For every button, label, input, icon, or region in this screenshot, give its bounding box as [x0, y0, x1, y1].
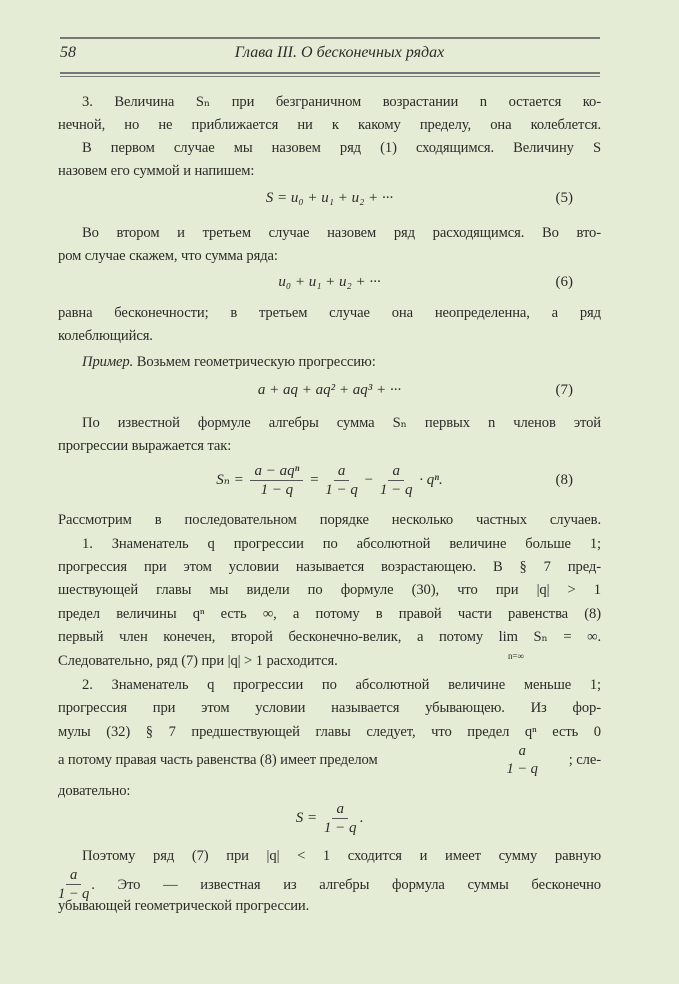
text-line: убывающей геометрической прогрессии. [58, 898, 310, 914]
numerator: a [66, 866, 81, 885]
text-line: По известной формуле алгебры сумма Sₙ первых n членов этой [82, 415, 601, 431]
numerator: a [388, 462, 404, 481]
fraction [250, 462, 303, 499]
text-line: довательно: [58, 783, 131, 799]
denominator: 1 − q [323, 820, 357, 836]
header-bottom-rule-2 [60, 76, 600, 77]
limit-subscript: n=∞ [508, 651, 524, 661]
equals-sign: = [310, 471, 319, 488]
equation-number: (7) [555, 382, 573, 398]
numerator: a [334, 462, 350, 481]
minus-sign: − [364, 471, 374, 488]
tail: · qⁿ. [419, 471, 443, 488]
text-line: Поэтому ряд (7) при |q| < 1 сходится и имеет сумму равную [82, 848, 601, 864]
text-line: нечной, но не приближается ни к какому пределу, она колеблется. [58, 117, 601, 133]
equation-body: a + aq + aq² + aq³ + ··· [257, 382, 402, 398]
text-line: прогрессия при этом условии называется возрастающею. В § 7 пред- [58, 559, 601, 575]
text-line: 3. Величина Sₙ при безграничном возрастании n остается ко- [82, 94, 601, 110]
example-label: Пример. [82, 354, 134, 370]
header-top-rule [60, 37, 600, 39]
page-number: 58 [60, 44, 76, 61]
text-line: 2. Знаменатель q прогрессии по абсолютной величине меньше 1; [82, 677, 601, 693]
text: . Это — известная из алгебры формула суммы бесконечно [91, 876, 601, 893]
numerator: a − aqⁿ [250, 462, 303, 481]
text-line: Следовательно, ряд (7) при |q| > 1 расходится. [58, 653, 338, 669]
equation-sum [58, 800, 601, 846]
text-line: первый член конечен, второй бесконечно-велик, а потому lim Sₙ = ∞. [58, 629, 601, 645]
denominator: 1 − q [506, 761, 538, 777]
equation-body: S = u₀ + u₁ + u₂ + ··· [265, 190, 394, 206]
lhs: S = [295, 809, 318, 826]
tail: . [359, 809, 364, 826]
text: а потому правая часть равенства (8) имеет пределом [58, 752, 378, 768]
text-line: В первом случае мы назовем ряд (1) сходящимся. Величину S [82, 140, 601, 156]
text-line: прогрессия при этом условии называется убывающею. Из фор- [58, 700, 601, 716]
running-title: Глава III. О бесконечных рядах [234, 44, 445, 61]
fraction [507, 742, 538, 778]
fraction [325, 462, 358, 499]
fraction [324, 800, 357, 837]
lhs: Sₙ = [216, 471, 244, 488]
text: ; сле- [568, 752, 601, 768]
text-line: предел величины qⁿ есть ∞, а потому в правой части равенства (8) [58, 606, 601, 622]
text-line: 1. Знаменатель q прогрессии по абсолютной величине больше 1; [82, 536, 601, 552]
equation-5 [58, 182, 601, 218]
text-line [58, 352, 601, 372]
equation-body: u₀ + u₁ + u₂ + ··· [278, 274, 381, 290]
equation-number: (5) [555, 190, 573, 206]
text-line: шествующей главы мы видели по формуле (30), что при |q| > 1 [58, 582, 601, 598]
denominator: 1 − q [325, 482, 358, 498]
numerator: a [518, 743, 526, 759]
text-line: ром случае скажем, что сумма ряда: [58, 248, 278, 264]
equation-7 [58, 374, 601, 410]
equation-8 [58, 460, 601, 504]
equation-number: (8) [555, 472, 573, 488]
text-line: Рассмотрим в последовательном порядке несколько частных случаев. [58, 512, 601, 528]
denominator: 1 − q [58, 886, 90, 902]
equation-number: (6) [555, 274, 573, 290]
text-line: Во втором и третьем случае назовем ряд расходящимся. Во вто- [82, 225, 601, 241]
text-line: колеблющийся. [58, 328, 153, 344]
text-line: назовем его суммой и напишем: [58, 163, 255, 179]
equation-6 [58, 266, 601, 302]
denominator: 1 − q [379, 482, 413, 498]
text: Возьмем геометрическую прогрессию: [136, 354, 376, 370]
text-line: равна бесконечности; в третьем случае она неопределенна, а ряд [58, 305, 601, 321]
fraction [380, 462, 413, 499]
text-line [58, 742, 601, 778]
text-line: прогрессии выражается так: [58, 438, 232, 454]
denominator: 1 − q [260, 482, 294, 498]
text-line: мулы (32) § 7 предшествующей главы следует, что предел qⁿ есть 0 [58, 724, 601, 740]
numerator: a [332, 800, 348, 819]
header-bottom-rule [60, 72, 600, 74]
